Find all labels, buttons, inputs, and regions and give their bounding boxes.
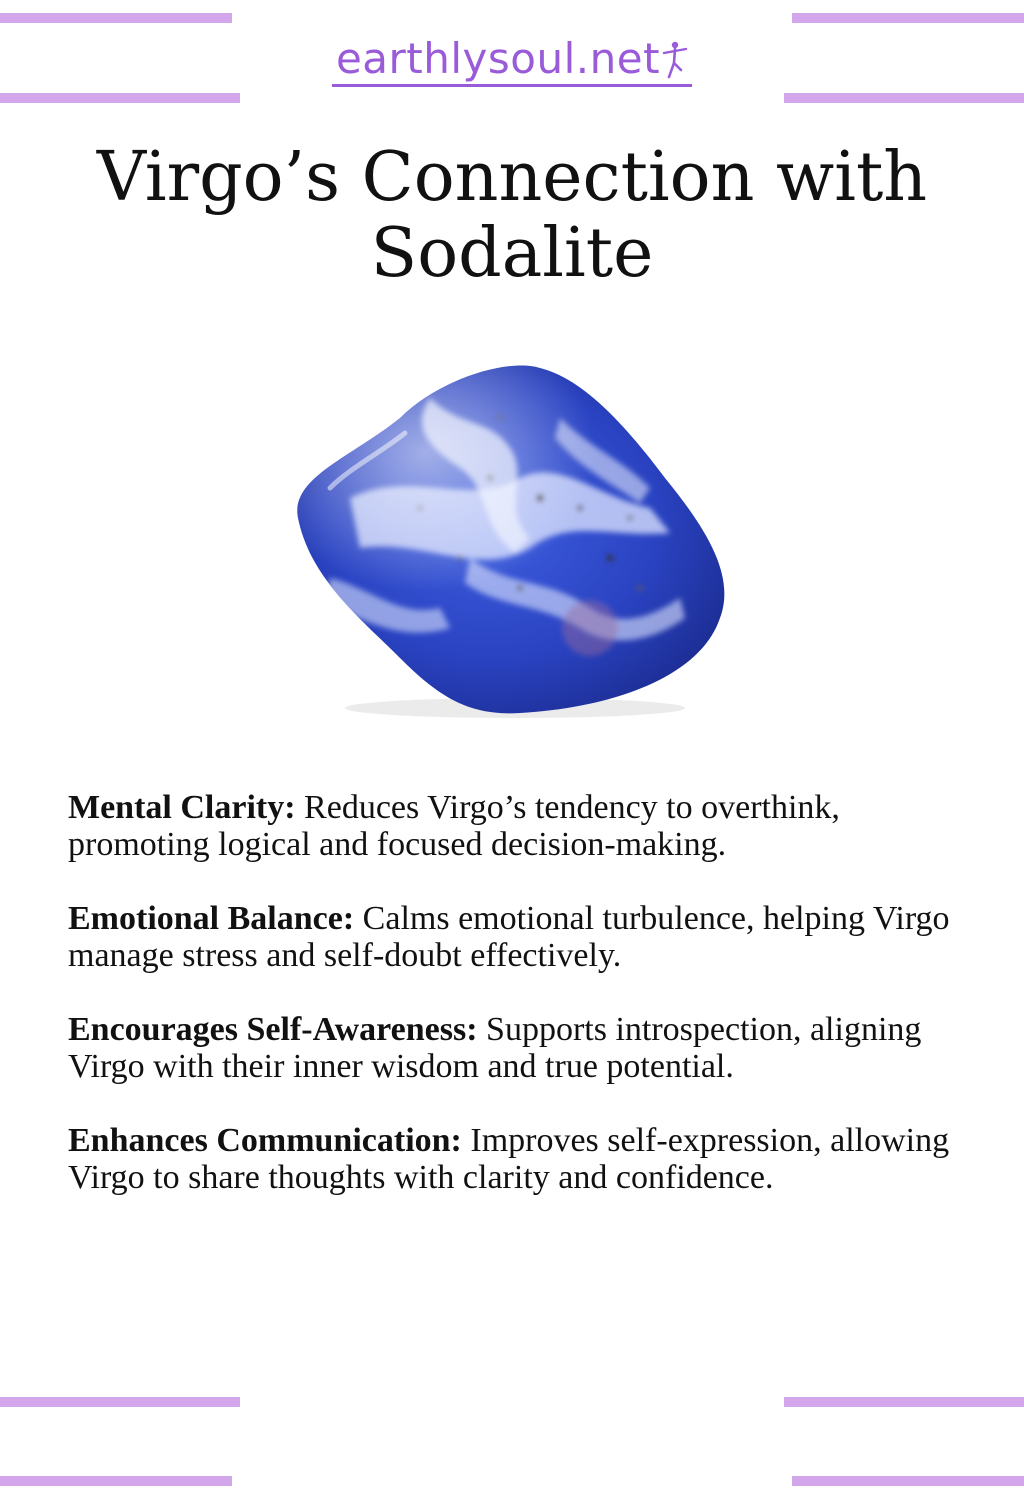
logo-text: earthlysoul.net [335, 34, 661, 83]
site-logo[interactable] [0, 36, 1024, 87]
decorative-bar-top-right-lower [784, 93, 1024, 103]
list-item [68, 1122, 968, 1196]
item-heading: Mental Clarity: [68, 789, 296, 826]
list-item [68, 1011, 968, 1085]
decorative-bar-bottom-right-lower [792, 1476, 1024, 1486]
item-heading: Emotional Balance: [68, 900, 355, 937]
sodalite-stone-image [290, 358, 730, 718]
item-text: Reduces Virgo’s tendency to overthink, promoting logical and focused decision-making. [68, 789, 840, 863]
item-text: Supports introspection, aligning Virgo with their inner wisdom and true potential. [68, 1011, 922, 1085]
item-heading: Encourages Self-Awareness: [68, 1011, 478, 1048]
decorative-bar-top-left-lower [0, 93, 240, 103]
list-item [68, 789, 968, 863]
item-text: Calms emotional turbulence, helping Virgo manage stress and self-doubt effectively. [68, 900, 950, 974]
decorative-bar-top-right-upper [792, 13, 1024, 23]
decorative-bar-bottom-right-upper [784, 1397, 1024, 1407]
decorative-bar-bottom-left-lower [0, 1476, 232, 1486]
item-heading: Enhances Communication: [68, 1122, 462, 1159]
logo-wordmark [332, 36, 692, 87]
dancer-icon [662, 39, 688, 79]
decorative-bar-bottom-left-upper [0, 1397, 240, 1407]
benefits-list [68, 789, 968, 1233]
item-text: Improves self-expression, allowing Virgo to share thoughts with clarity and confidence. [68, 1122, 950, 1196]
decorative-bar-top-left-upper [0, 13, 232, 23]
list-item [68, 900, 968, 974]
page-title: Virgo’s Connection with Sodalite [96, 138, 928, 293]
